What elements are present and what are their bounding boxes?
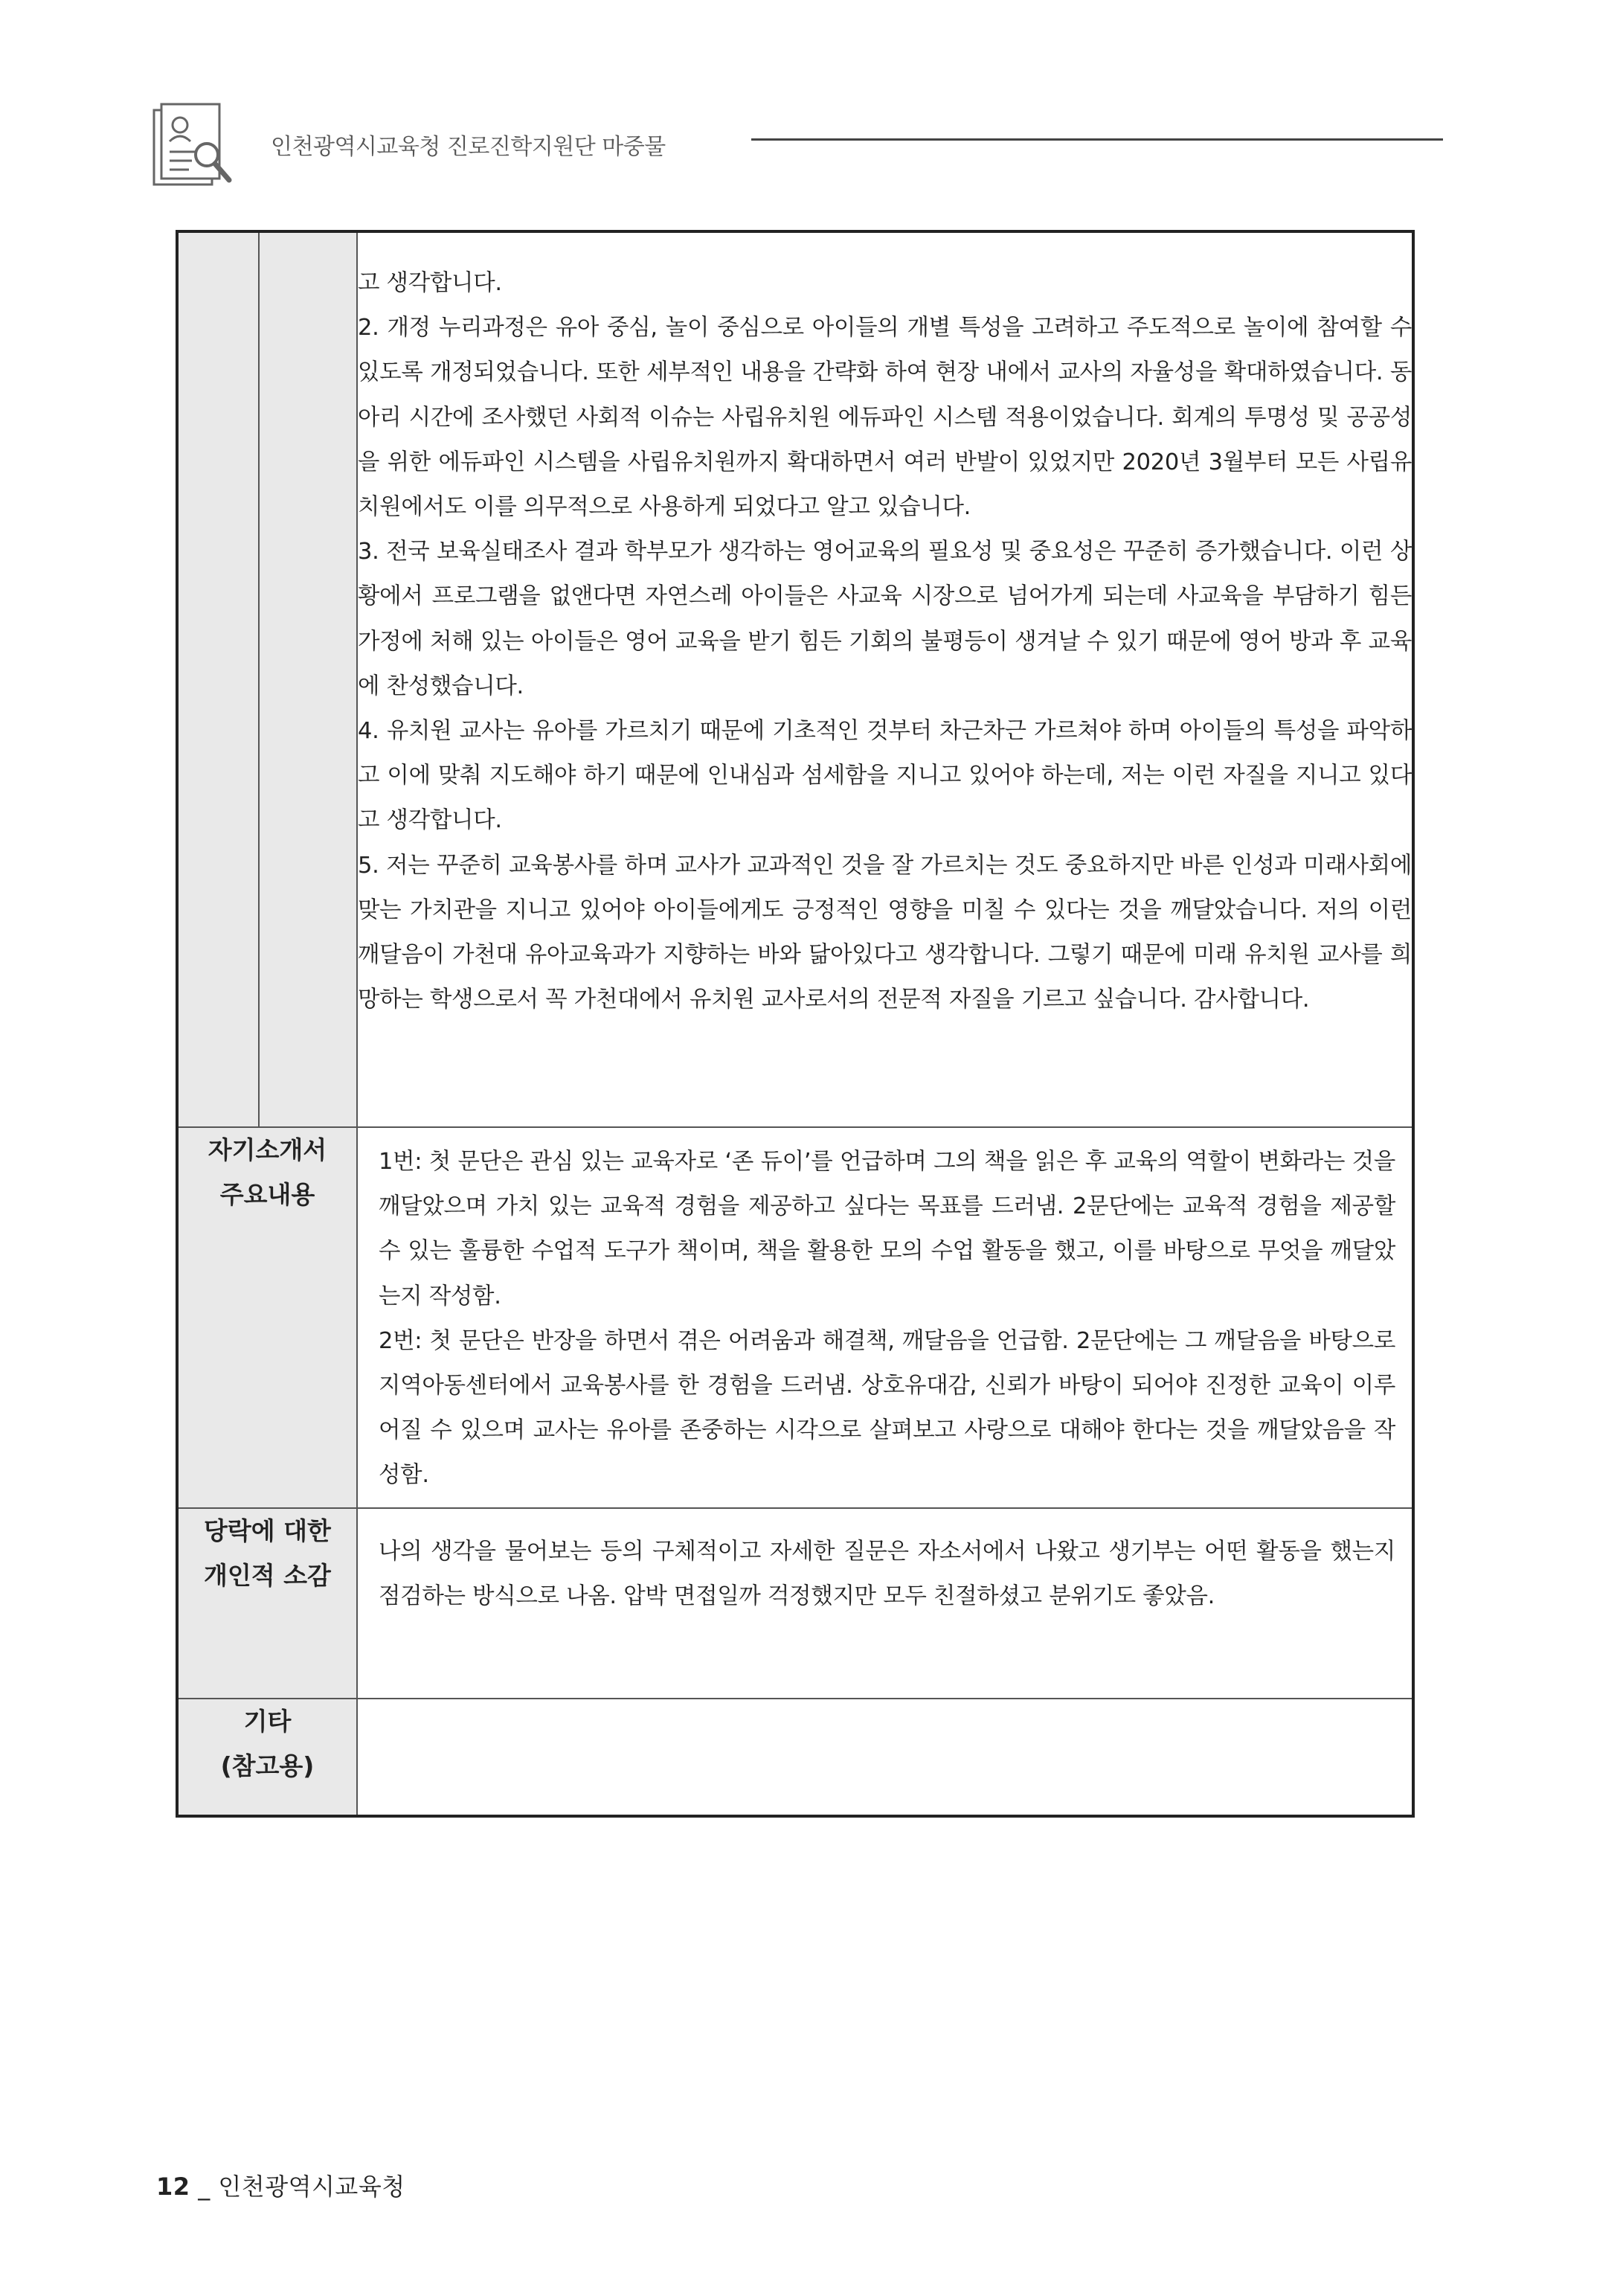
header-divider bbox=[751, 138, 1443, 141]
self-intro-label-line1: 자기소개서 bbox=[208, 1135, 327, 1164]
self-intro-row bbox=[177, 1127, 1413, 1508]
footer-separator: _ bbox=[198, 2172, 210, 2201]
impression-text: 나의 생각을 물어보는 등의 구체적이고 자세한 질문은 자소서에서 나왔고 생기부는 어떤 활동을 했는지 점검하는 방식으로 나옴. 압박 면접일까 걱정했지만 모두 친절하셨고 분위기도 좋았음. bbox=[379, 1538, 1395, 1609]
self-intro-label bbox=[177, 1127, 357, 1508]
document-search-logo-icon bbox=[152, 103, 234, 189]
answer-paragraph: 고 생각합니다. bbox=[358, 270, 502, 296]
interview-record-table bbox=[176, 230, 1415, 1818]
self-intro-paragraph: 2번: 첫 문단은 반장을 하면서 겪은 어려움과 해결책, 깨달음을 언급함. 2문단에는 그 깨달음을 바탕으로 지역아동센터에서 교육봉사를 한 경험을 드러냄. 상호유대감, 신뢰가 바탕이 되어야 진정한 교육이 이루어질 수 있으며 교사는 유아를 존중하는 시각으로 살펴보고 사랑으로 대해야 한다는 것을 깨달았음을 작성함. bbox=[379, 1327, 1395, 1489]
answer-paragraph: 2. 개정 누리과정은 유아 중심, 놀이 중심으로 아이들의 개별 특성을 고려하고 주도적으로 놀이에 참여할 수 있도록 개정되었습니다. 또한 세부적인 내용을 간략화 하여 현장 내에서 교사의 자율성을 확대하였습니다. 동아리 시간에 조사했던 사회적 이슈는 사립유치원 에듀파인 시스템 적용이었습니다. 회계의 투명성 및 공공성을 위한 에듀파인 시스템을 사립유치원까지 확대하면서 여러 반발이 있었지만 2020년 3월부터 모든 사립유치원에서도 이를 의무적으로 사용하게 되었다고 알고 있습니다. bbox=[358, 315, 1412, 521]
impression-label bbox=[177, 1508, 357, 1699]
etc-row bbox=[177, 1699, 1413, 1816]
answer-paragraph: 3. 전국 보육실태조사 결과 학부모가 생각하는 영어교육의 필요성 및 중요성은 꾸준히 증가했습니다. 이런 상황에서 프로그램을 없앤다면 자연스레 아이들은 사교육 시장으로 넘어가게 되는데 사교육을 부담하기 힘든 가정에 처해 있는 아이들은 영어 교육을 받기 힘든 기회의 불평등이 생겨날 수 있기 때문에 영어 방과 후 교육에 찬성했습니다. bbox=[358, 539, 1412, 699]
etc-content bbox=[357, 1699, 1413, 1816]
etc-label bbox=[177, 1699, 357, 1816]
etc-label-line1: 기타 bbox=[243, 1706, 292, 1736]
impression-label-line2: 개인적 소감 bbox=[204, 1560, 331, 1590]
answer-paragraph: 4. 유치원 교사는 유아를 가르치기 때문에 기초적인 것부터 차근차근 가르쳐야 하며 아이들의 특성을 파악하고 이에 맞춰 지도해야 하기 때문에 인내심과 섬세함을 지니고 있어야 하는데, 저는 이런 자질을 지니고 있다고 생각합니다. bbox=[358, 718, 1412, 834]
self-intro-label-line2: 주요내용 bbox=[219, 1180, 315, 1209]
answer-paragraph: 5. 저는 꾸준히 교육봉사를 하며 교사가 교과적인 것을 잘 가르치는 것도 중요하지만 바른 인성과 미래사회에 맞는 가치관을 지니고 있어야 아이들에게도 긍정적인 영향을 미칠 수 있다는 것을 깨달았습니다. 저의 이런 깨달음이 가천대 유아교육과가 지향하는 바와 닮아있다고 생각합니다. 그렇기 때문에 미래 유치원 교사를 희망하는 학생으로서 꼭 가천대에서 유치원 교사로서의 전문적 자질을 기르고 싶습니다. 감사합니다. bbox=[358, 852, 1412, 1013]
continued-answer-row bbox=[177, 231, 1413, 1127]
page-number: 12 bbox=[156, 2172, 190, 2201]
answer-content-cell bbox=[357, 231, 1413, 1127]
label-cell-empty bbox=[177, 231, 259, 1127]
self-intro-content bbox=[357, 1127, 1413, 1508]
impression-content bbox=[357, 1508, 1413, 1699]
header-title: 인천광역시교육청 진로진학지원단 마중물 bbox=[271, 134, 666, 160]
impression-row bbox=[177, 1508, 1413, 1699]
etc-label-line2: (참고용) bbox=[220, 1751, 315, 1780]
page-footer bbox=[156, 2168, 405, 2202]
sublabel-cell-empty bbox=[259, 231, 357, 1127]
impression-label-line1: 당락에 대한 bbox=[204, 1516, 331, 1545]
self-intro-paragraph: 1번: 첫 문단은 관심 있는 교육자로 ‘존 듀이’를 언급하며 그의 책을 읽은 후 교육의 역할이 변화라는 것을 깨달았으며 가치 있는 교육적 경험을 제공하고 싶다는 목표를 드러냄. 2문단에는 교육적 경험을 제공할 수 있는 훌륭한 수업적 도구가 책이며, 책을 활용한 모의 수업 활동을 했고, 이를 바탕으로 무엇을 깨달았는지 작성함. bbox=[379, 1149, 1395, 1309]
footer-org: 인천광역시교육청 bbox=[218, 2172, 405, 2201]
